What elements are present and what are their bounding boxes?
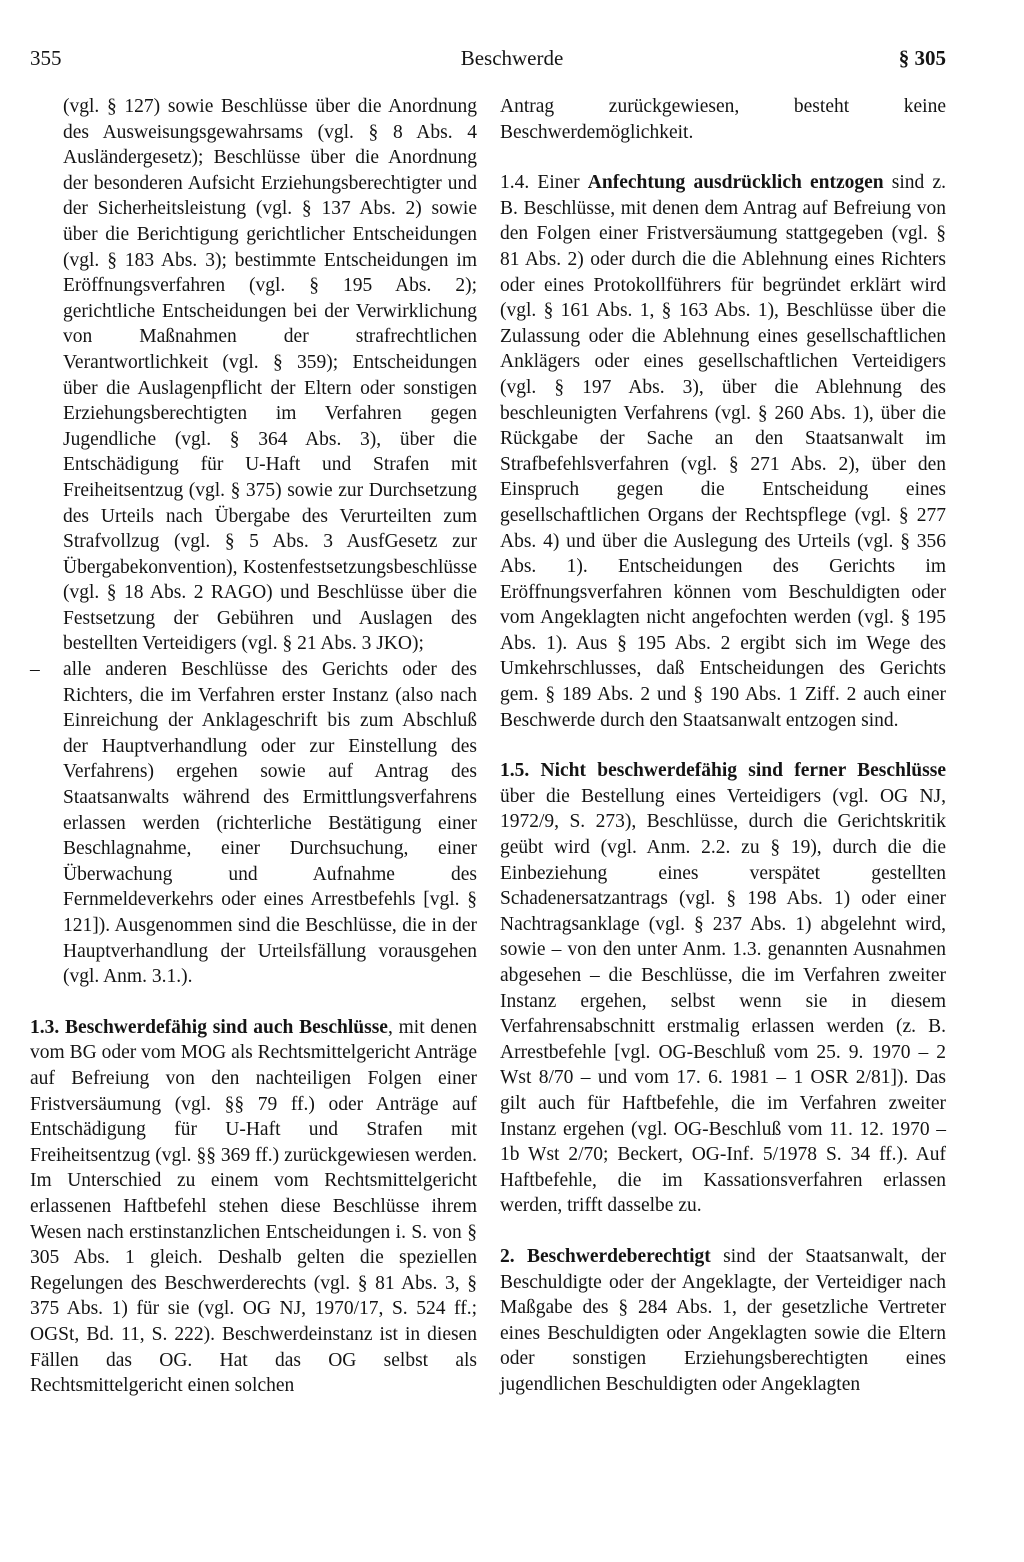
section-marker: § 305: [898, 46, 946, 70]
section-2: 2. Beschwerdeberechtigt sind der Staatsanwalt, der Beschuldigte oder der Angeklagte, der Verteidiger nach Maßgabe des § 284 Abs. 1, der gesetzliche Vertreter eines Beschuldigten oder Angeklagten sowie die Eltern oder sonstigen Erziehungsberechtigten eines jugendlichen Beschuldigten oder Angeklagten: [500, 1245, 946, 1395]
right-column: [500, 94, 946, 1398]
section-1-3: 1.3. Beschwerdefähig sind auch Beschlüsse, mit denen vom BG oder vom MOG als Rechtsmittelgericht Anträge auf Befreiung von den nachteiligen Folgen einer Fristversäumung (vgl. §§ 79 ff.) oder Anträge auf Entschädigung für U-Haft und Strafen mit Freiheitsentzug (vgl. §§ 369 ff.) zurückgewiesen werden. Im Unterschied zu einem vom Rechtsmittelgericht erlassenen Haftbefehl stehen diese Beschlüsse ihrem Wesen nach erstinstanzlichen Entscheidungen i. S. von § 305 Abs. 1 gleich. Deshalb gelten die speziellen Regelungen des Beschwerderechts (vgl. § 81 Abs. 3, § 375 Abs. 1) für sie (vgl. OG NJ, 1970/17, S. 524 ff.; OGSt, Bd. 11, S. 222). Beschwerdeinstanz ist in diesen Fällen das OG. Hat das OG selbst als Rechtsmittelgericht einen solchen: [30, 1016, 477, 1397]
continued-list-item: (vgl. § 127) sowie Beschlüsse über die Anordnung des Ausweisungsgewahrsams (vgl. § 8 Abs. 4 Ausländergesetz); Beschlüsse über die Anordnung der besonderen Aufsicht Erziehungsberechtigter und der Sicherheitsleistung (vgl. § 137 Abs. 2) sowie über die Berichtigung gerichtlicher Entscheidungen (vgl. § 183 Abs. 3); bestimmte Entscheidungen im Eröffnungsverfahren (vgl. § 195 Abs. 2); gerichtliche Entscheidungen bei der Verwirklichung von Maßnahmen der strafrechtlichen Verantwortlichkeit (vgl. § 359); Entscheidungen über die Auslagenpflicht der Eltern oder sonstigen Erziehungsberechtigten im Verfahren gegen Jugendliche (vgl. § 364 Abs. 3), über die Entschädigung für U-Haft und Strafen mit Freiheitsentzug (vgl. § 375) sowie zur Durchsetzung des Urteils nach Übergabe des Verurteilten zum Strafvollzug (vgl. § 5 Abs. 3 AusfGesetz zur Übergabekonvention), Kostenfestsetzungsbeschlüsse (vgl. § 18 Abs. 2 RAGO) und Beschlüsse über die Festsetzung der Gebühren und Auslagen des bestellten Verteidigers (vgl. § 21 Abs. 3 JKO);: [63, 96, 477, 655]
section-2-heading: 2. Beschwerdeberechtigt: [500, 1245, 711, 1267]
section-1-5: 1.5. Nicht beschwerdefähig sind ferner Beschlüsse über die Bestellung eines Verteidigers (vgl. OG NJ, 1972/9, S. 273), Beschlüsse, durch die Gerichtskritik geübt wird (vgl. Anm. 2.2. zu § 19), durch die die Einbeziehung eines verspätet gestellten Schadenersatzantrags (vgl. § 198 Abs. 1) oder einer Nachtragsanklage (vgl. § 237 Abs. 1) abgelehnt wird, sowie – von den unter Anm. 1.3. genannten Ausnahmen abgesehen – die Beschlüsse, die im Verfahren zweiter Instanz ergehen, selbst wenn sie in diesem Verfahrensabschnitt erstmalig erlassen werden (z. B. Arrestbefehle [vgl. OG-Beschluß vom 25. 9. 1970 – 2 Wst 8/70 – und vom 17. 6. 1981 – 1 OSR 2/81]). Das gilt auch für Haftbefehle, die im Verfahren zweiter Instanz ergehen (vgl. OG-Beschluß vom 11. 12. 1970 – 1b Wst 2/70; Beckert, OG-Inf. 5/1978 S. 34 ff.). Auf Haftbefehle, die im Kassationsverfahren erlassen werden, trifft dasselbe zu.: [500, 760, 946, 1217]
section-1-5-heading: 1.5. Nicht beschwerdefähig sind ferner Beschlüsse: [500, 760, 946, 782]
left-column: [30, 94, 477, 1399]
section-1-4-heading: Anfechtung ausdrücklich entzogen: [587, 172, 884, 194]
running-title: Beschwerde: [460, 46, 564, 70]
section-1-3-heading: 1.3. Beschwerdefähig sind auch Beschlüsse: [30, 1016, 388, 1038]
dash-bullet: –: [30, 659, 40, 681]
dash-list-item: – alle anderen Beschlüsse des Gerichts oder des Richters, die im Verfahren erster Instanz (also nach Einreichung der Anklageschrift bis zum Abschluß der Hauptverhandlung oder zur Einstellung des Verfahrens) ergehen sowie auf Antrag des Staatsanwalts während des Ermittlungsverfahrens erlassen werden (richterliche Bestätigung einer Beschlagnahme, einer Durchsuchung, einer Überwachung und Aufnahme des Fernmeldeverkehrs oder eines Arrestbefehls [vgl. § 121]). Ausgenommen sind die Beschlüsse, die in der Hauptverhandlung der Urteilsfällung vorausgehen (vgl. Anm. 3.1.).: [30, 659, 477, 988]
continued-paragraph: Antrag zurückgewiesen, besteht keine Beschwerdemöglichkeit.: [500, 96, 946, 143]
section-1-4: 1.4. Einer Anfechtung ausdrücklich entzogen sind z. B. Beschlüsse, mit denen dem Antrag auf Befreiung von den Folgen einer Fristversäumung stattgegeben (vgl. § 81 Abs. 2) oder durch die die Ablehnung eines Richters oder eines Protokollführers für begründet erklärt wird (vgl. § 161 Abs. 1, § 163 Abs. 1), Beschlüsse über die Zulassung oder die Ablehnung eines gesellschaftlichen Anklägers oder eines gesellschaftlichen Verteidigers (vgl. § 197 Abs. 3), über die Ablehnung des beschleunigten Verfahrens (vgl. § 260 Abs. 1), über die Rückgabe der Sache an den Staatsanwalt im Strafbefehlsverfahren (vgl. § 271 Abs. 2), über den Einspruch gegen die Entscheidung eines gesellschaftlichen Organs der Rechtspflege (vgl. § 277 Abs. 4) und über die Auslegung des Urteils (vgl. § 356 Abs. 1). Entscheidungen des Gerichts im Eröffnungsverfahren können vom Beschuldigten oder vom Angeklagten nicht angefochten werden (vgl. § 195 Abs. 1). Aus § 195 Abs. 2 ergibt sich im Wege des Umkehrschlusses, daß Entscheidungen des Gerichts gem. § 189 Abs. 2 und § 190 Abs. 1 Ziff. 2 auch einer Beschwerde durch den Staatsanwalt entzogen sind.: [500, 172, 946, 731]
page-header: [0, 46, 1024, 76]
page-number: 355: [30, 46, 62, 70]
